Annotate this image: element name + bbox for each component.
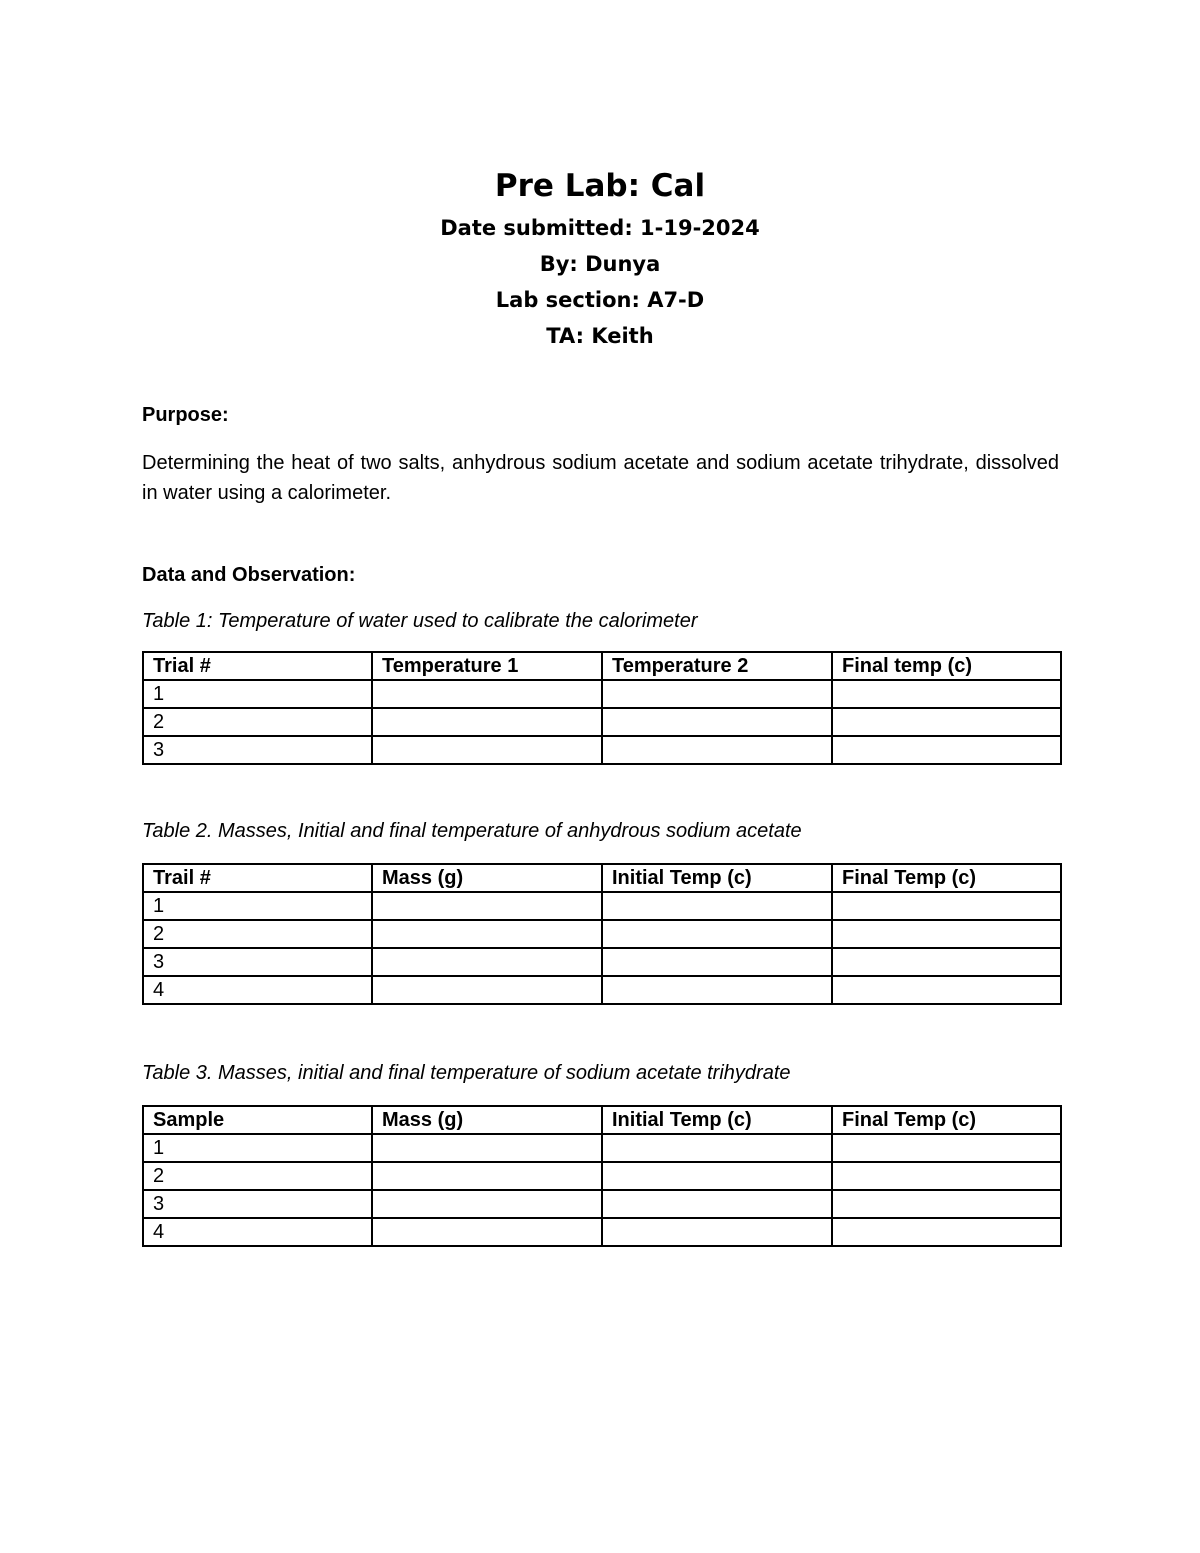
date-submitted: Date submitted: 1-19-2024	[440, 216, 760, 240]
table-cell[interactable]	[832, 1190, 1061, 1218]
table-2	[142, 863, 1062, 1005]
table-cell[interactable]	[602, 680, 832, 708]
table-header-row	[143, 864, 1061, 892]
table-cell[interactable]	[602, 948, 832, 976]
table-cell[interactable]	[832, 976, 1061, 1004]
table-header-row	[143, 1106, 1061, 1134]
table-cell[interactable]: 3	[143, 948, 372, 976]
table-cell[interactable]	[372, 1190, 602, 1218]
table-cell[interactable]: 1	[143, 1134, 372, 1162]
table-row	[143, 680, 1061, 708]
table-header-cell: Final temp (c)	[832, 652, 1061, 680]
table-cell[interactable]	[602, 1134, 832, 1162]
table-cell[interactable]: 4	[143, 1218, 372, 1246]
table-header-cell: Final Temp (c)	[832, 1106, 1061, 1134]
document-title: Pre Lab: Cal	[494, 168, 706, 204]
purpose-text: Determining the heat of two salts, anhydrous sodium acetate and sodium acetate trihydrate, dissolved in water using a calorimeter.	[142, 452, 1059, 504]
table-cell[interactable]	[832, 948, 1061, 976]
table-header-cell: Temperature 2	[602, 652, 832, 680]
table-cell[interactable]	[832, 1162, 1061, 1190]
table-header-cell: Temperature 1	[372, 652, 602, 680]
table-cell[interactable]	[372, 708, 602, 736]
purpose-heading: Purpose:	[142, 404, 229, 426]
table-cell[interactable]	[372, 892, 602, 920]
table-cell[interactable]: 1	[143, 680, 372, 708]
table-row	[143, 948, 1061, 976]
table-header-cell: Initial Temp (c)	[602, 1106, 832, 1134]
table-cell[interactable]: 4	[143, 976, 372, 1004]
data-observation-heading: Data and Observation:	[142, 564, 356, 586]
table-header-cell: Mass (g)	[372, 864, 602, 892]
ta-line: TA: Keith	[546, 324, 654, 348]
table-cell[interactable]	[602, 976, 832, 1004]
lab-section-line: Lab section: A7-D	[495, 288, 705, 312]
table-row	[143, 736, 1061, 764]
table-cell[interactable]	[832, 736, 1061, 764]
table-cell[interactable]: 3	[143, 1190, 372, 1218]
table-cell[interactable]	[372, 1162, 602, 1190]
table-cell[interactable]	[372, 920, 602, 948]
table-1	[142, 651, 1062, 765]
table-header-cell: Sample	[143, 1106, 372, 1134]
table-row	[143, 1134, 1061, 1162]
table-cell[interactable]	[372, 976, 602, 1004]
table-row	[143, 1218, 1061, 1246]
table-2-caption: Table 2. Masses, Initial and final temperature of anhydrous sodium acetate	[142, 820, 802, 842]
table-row	[143, 1162, 1061, 1190]
table-header-cell: Trial #	[143, 652, 372, 680]
table-cell[interactable]	[832, 1218, 1061, 1246]
table-cell[interactable]: 3	[143, 736, 372, 764]
table-cell[interactable]	[602, 1190, 832, 1218]
table-cell[interactable]	[372, 736, 602, 764]
table-cell[interactable]	[602, 708, 832, 736]
table-header-cell: Trail #	[143, 864, 372, 892]
table-cell[interactable]	[372, 1218, 602, 1246]
table-cell[interactable]	[832, 1134, 1061, 1162]
table-cell[interactable]	[832, 680, 1061, 708]
table-cell[interactable]	[602, 736, 832, 764]
table-1-caption: Table 1: Temperature of water used to calibrate the calorimeter	[142, 610, 698, 632]
table-cell[interactable]	[602, 920, 832, 948]
table-3	[142, 1105, 1062, 1247]
table-header-cell: Initial Temp (c)	[602, 864, 832, 892]
table-cell[interactable]	[372, 680, 602, 708]
table-row	[143, 920, 1061, 948]
table-cell[interactable]	[602, 1162, 832, 1190]
table-row	[143, 708, 1061, 736]
table-cell[interactable]: 2	[143, 920, 372, 948]
table-cell[interactable]	[832, 920, 1061, 948]
author-line: By: Dunya	[539, 252, 661, 276]
table-cell[interactable]: 2	[143, 708, 372, 736]
table-cell[interactable]	[832, 708, 1061, 736]
table-cell[interactable]: 2	[143, 1162, 372, 1190]
table-row	[143, 892, 1061, 920]
table-cell[interactable]	[372, 948, 602, 976]
table-cell[interactable]	[832, 892, 1061, 920]
table-cell[interactable]: 1	[143, 892, 372, 920]
table-row	[143, 1190, 1061, 1218]
table-header-cell: Final Temp (c)	[832, 864, 1061, 892]
table-header-cell: Mass (g)	[372, 1106, 602, 1134]
table-cell[interactable]	[602, 892, 832, 920]
table-cell[interactable]	[372, 1134, 602, 1162]
table-row	[143, 976, 1061, 1004]
table-header-row	[143, 652, 1061, 680]
table-3-caption: Table 3. Masses, initial and final temperature of sodium acetate trihydrate	[142, 1062, 791, 1084]
table-cell[interactable]	[602, 1218, 832, 1246]
